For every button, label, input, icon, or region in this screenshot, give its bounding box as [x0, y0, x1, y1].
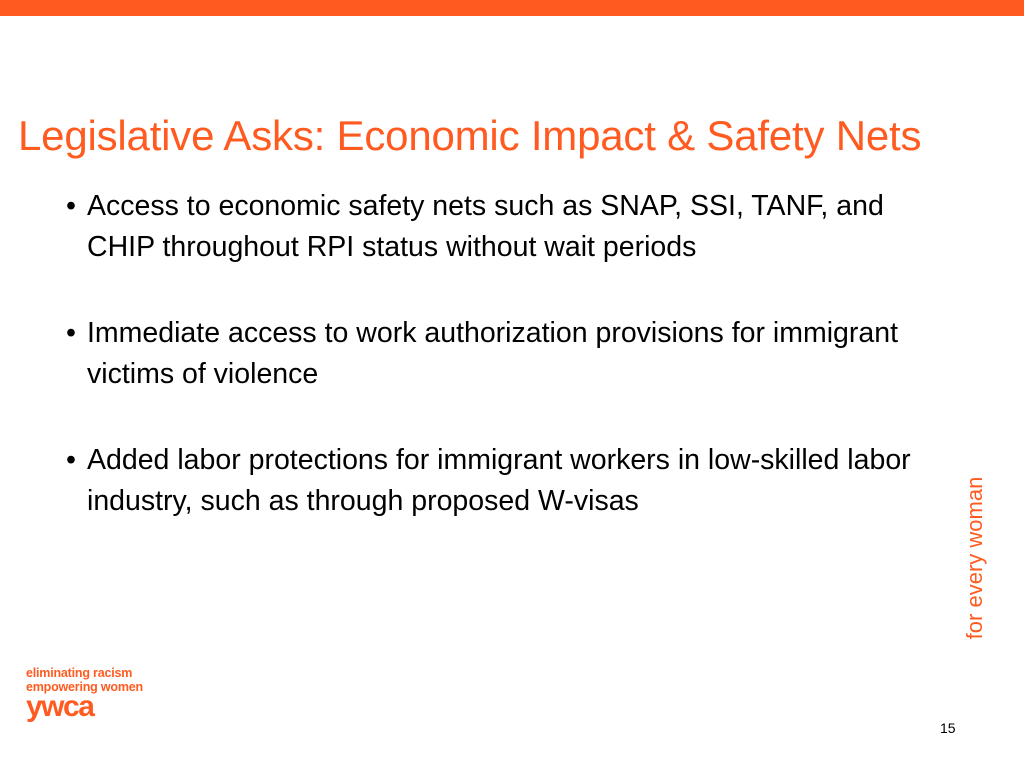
page-number: 15: [940, 720, 956, 736]
ywca-logo: [26, 666, 143, 723]
bullet-list: [66, 186, 916, 567]
bullet-item: • Immediate access to work authorization provisions for immigrant victims of violence: [66, 313, 916, 395]
top-accent-bar: [0, 0, 1024, 16]
side-tagline: for every woman: [962, 476, 987, 640]
bullet-item: • Added labor protections for immigrant workers in low-skilled labor industry, such as through proposed W-visas: [66, 440, 916, 522]
logo-tagline-2: empowering women: [26, 680, 143, 694]
logo-tagline-1: eliminating racism: [26, 666, 133, 680]
logo-wordmark: ywca: [26, 690, 94, 723]
bullet-item: • Access to economic safety nets such as SNAP, SSI, TANF, and CHIP throughout RPI status without wait periods: [66, 186, 916, 268]
slide-title: Legislative Asks: Economic Impact & Safety Nets: [18, 112, 922, 159]
